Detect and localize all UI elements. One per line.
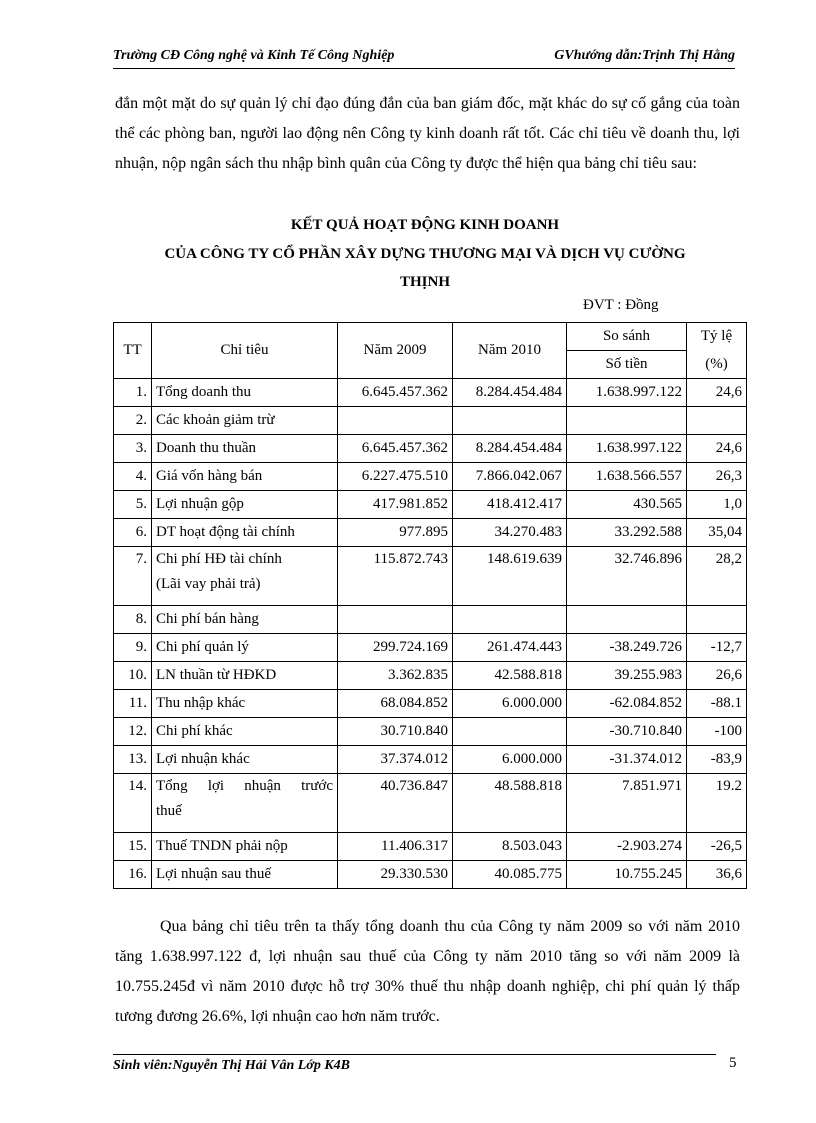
table-row [114,634,747,662]
row-ratio: 24,6 [687,435,747,463]
row-ratio [687,606,747,634]
header-divider [113,68,735,69]
row-indicator: Lợi nhuận khác [152,746,338,774]
row-tt: 6. [114,519,152,547]
row-indicator-line1: Tổng lợi nhuận trước [156,778,333,794]
row-amount: 39.255.983 [567,662,687,690]
row-year-2010: 418.412.417 [453,491,567,519]
row-year-2009 [338,407,453,435]
row-tt: 16. [114,861,152,889]
row-tt: 12. [114,718,152,746]
row-year-2010: 261.474.443 [453,634,567,662]
row-amount: -31.374.012 [567,746,687,774]
row-indicator: DT hoạt động tài chính [152,519,338,547]
row-tt: 14. [114,774,152,833]
page-header [113,48,735,68]
row-year-2010: 48.588.818 [453,774,567,833]
row-year-2009: 977.895 [338,519,453,547]
footer-divider [113,1054,716,1055]
row-indicator-line2: thuế [156,803,182,819]
row-year-2009: 40.736.847 [338,774,453,833]
table-row [114,606,747,634]
row-year-2010: 6.000.000 [453,746,567,774]
row-year-2010: 7.866.042.067 [453,463,567,491]
row-tt: 13. [114,746,152,774]
row-ratio: 28,2 [687,547,747,606]
row-tt: 3. [114,435,152,463]
page-number: 5 [729,1055,737,1071]
row-tt: 5. [114,491,152,519]
row-tt: 4. [114,463,152,491]
table-row [114,491,747,519]
row-tt: 2. [114,407,152,435]
row-ratio: -26,5 [687,833,747,861]
row-year-2010: 6.000.000 [453,690,567,718]
header-year-2010: Năm 2010 [453,323,567,379]
row-year-2009: 11.406.317 [338,833,453,861]
row-amount: 430.565 [567,491,687,519]
row-ratio: 36,6 [687,861,747,889]
table-title-line2: CỦA CÔNG TY CỔ PHẦN XÂY DỰNG THƯƠNG MẠI VÀ DỊCH VỤ CƯỜNG [164,246,686,262]
header-year-2009: Năm 2009 [338,323,453,379]
row-indicator-line1: Chi phí HĐ tài chính [156,551,282,567]
row-ratio: 19.2 [687,774,747,833]
row-amount: 10.755.245 [567,861,687,889]
row-indicator: Doanh thu thuần [152,435,338,463]
row-amount: 33.292.588 [567,519,687,547]
row-year-2010: 148.619.639 [453,547,567,606]
row-amount: -62.084.852 [567,690,687,718]
row-year-2009: 3.362.835 [338,662,453,690]
row-year-2010: 8.284.454.484 [453,379,567,407]
row-ratio: 26,6 [687,662,747,690]
row-tt: 15. [114,833,152,861]
row-indicator: Lợi nhuận sau thuế [152,861,338,889]
header-ratio: Tỷ lệ [687,323,747,351]
row-ratio: 1,0 [687,491,747,519]
row-tt: 8. [114,606,152,634]
table-row [114,662,747,690]
row-year-2009 [338,606,453,634]
row-ratio [687,407,747,435]
row-amount: 32.746.896 [567,547,687,606]
row-year-2009: 115.872.743 [338,547,453,606]
row-year-2010: 34.270.483 [453,519,567,547]
table-row [114,774,747,833]
table-row [114,861,747,889]
table-title-line1: KẾT QUẢ HOẠT ĐỘNG KINH DOANH [290,217,560,233]
row-year-2009: 6.645.457.362 [338,379,453,407]
row-year-2010 [453,606,567,634]
row-indicator: Thuế TNDN phải nộp [152,833,338,861]
row-tt: 7. [114,547,152,606]
table-title-line3: THỊNH [399,274,450,290]
table-row [114,463,747,491]
row-tt: 10. [114,662,152,690]
row-ratio: -83,9 [687,746,747,774]
row-ratio: -100 [687,718,747,746]
row-year-2009: 417.981.852 [338,491,453,519]
row-tt: 11. [114,690,152,718]
row-year-2010: 42.588.818 [453,662,567,690]
table-row [114,435,747,463]
header-supervisor: GVhướng dẫn:Trịnh Thị Hằng [554,48,735,63]
conclusion-paragraph: Qua bảng chỉ tiêu trên ta thấy tổng doanh thu của Công ty năm 2009 so với năm 2010 tăng 1.638.997.122 đ, lợi nhuận sau thuế của Công ty năm 2010 tăng so với năm 2009 là 10.755.245đ vì năm 2010 được hỗ trợ 30% thuế thu nhập doanh nghiệp, chi phí quản lý thấp tương đương 26.6%, lợi nhuận cao hơn năm trước. [115,918,740,1025]
table-row [114,407,747,435]
intro-paragraph: đắn một mặt do sự quản lý chỉ đạo đúng đắn của ban giám đốc, mặt khác do sự cố gắng của toàn thể các phòng ban, người lao động nên Công ty kinh doanh rất tốt. Các chỉ tiêu về doanh thu, lợi nhuận, nộp ngân sách thu nhập bình quân của Công ty được thể hiện qua bảng chỉ tiêu sau: [115,95,740,172]
table-row [114,833,747,861]
table-row [114,519,747,547]
row-indicator: Các khoản giảm trừ [152,407,338,435]
row-amount: 7.851.971 [567,774,687,833]
row-year-2009: 68.084.852 [338,690,453,718]
table-row [114,690,747,718]
row-year-2009: 30.710.840 [338,718,453,746]
row-tt: 1. [114,379,152,407]
row-ratio: -88.1 [687,690,747,718]
row-tt: 9. [114,634,152,662]
row-amount [567,606,687,634]
table-row [114,746,747,774]
row-indicator [152,547,338,606]
row-amount: 1.638.997.122 [567,435,687,463]
row-year-2010: 8.503.043 [453,833,567,861]
row-indicator: LN thuần từ HĐKD [152,662,338,690]
row-amount: 1.638.997.122 [567,379,687,407]
row-ratio: 26,3 [687,463,747,491]
footer-student: Sinh viên:Nguyễn Thị Hải Vân Lớp K4B [113,1058,350,1073]
row-amount: -30.710.840 [567,718,687,746]
row-amount: -2.903.274 [567,833,687,861]
unit-label: ĐVT : Đồng [583,297,659,313]
header-tt: TT [114,323,152,379]
row-amount: -38.249.726 [567,634,687,662]
row-year-2009: 29.330.530 [338,861,453,889]
row-indicator: Lợi nhuận gộp [152,491,338,519]
table-row [114,547,747,606]
row-year-2010: 40.085.775 [453,861,567,889]
row-ratio: -12,7 [687,634,747,662]
header-amount: Số tiền [567,351,687,379]
row-year-2010: 8.284.454.484 [453,435,567,463]
row-indicator: Tổng doanh thu [152,379,338,407]
table-body [114,379,747,889]
row-indicator [152,774,338,833]
row-amount [567,407,687,435]
row-year-2010 [453,407,567,435]
header-indicator: Chỉ tiêu [152,323,338,379]
row-year-2010 [453,718,567,746]
row-year-2009: 299.724.169 [338,634,453,662]
row-indicator: Chi phí bán hàng [152,606,338,634]
header-compare: So sánh [567,323,687,351]
row-indicator: Chi phí khác [152,718,338,746]
header-ratio-unit: (%) [687,351,747,379]
table-row [114,718,747,746]
row-indicator: Chi phí quản lý [152,634,338,662]
row-indicator: Thu nhập khác [152,690,338,718]
business-results-table [113,322,747,889]
row-year-2009: 6.645.457.362 [338,435,453,463]
header-school: Trường CĐ Công nghệ và Kinh Tế Công Nghiệp [113,48,395,63]
row-ratio: 35,04 [687,519,747,547]
row-ratio: 24,6 [687,379,747,407]
row-year-2009: 37.374.012 [338,746,453,774]
row-amount: 1.638.566.557 [567,463,687,491]
row-indicator: Giá vốn hàng bán [152,463,338,491]
row-indicator-line2: (Lãi vay phải trả) [156,576,261,592]
row-year-2009: 6.227.475.510 [338,463,453,491]
table-row [114,379,747,407]
